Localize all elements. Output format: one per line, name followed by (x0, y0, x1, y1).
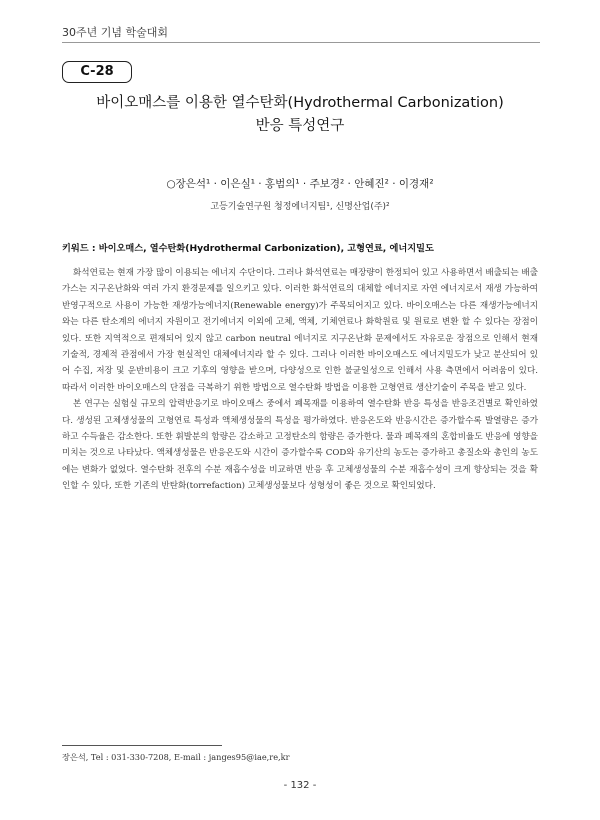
title-line-1: 바이오매스를 이용한 열수탄화(Hydrothermal Carbonization) (96, 95, 504, 111)
keywords: 키워드 : 바이오매스, 열수탄화(Hydrothermal Carbonization), 고형연료, 에너지밀도 (62, 243, 434, 254)
author-list: ○장은석¹ · 이은실¹ · 홍범의¹ · 주보경² · 안혜진² · 이경재² (166, 178, 434, 190)
page-number: - 132 - (283, 780, 317, 791)
paragraph: 본 연구는 실험실 규모의 압력반응기로 바이오매스 중에서 폐목재를 이용하여 열수탄화 반응 특성을 반응조건별로 확인하였다. 생성된 고체생성물의 고형연료 특성과 액체생성물의 특성을 평가하였다. 반응온도와 반응시간은 증가할수록 발열량은 증가하고 수득율은 감소한다. 또한 휘발분의 함량은 감소하고 고정탄소의 함량은 증가한다. 물과 폐목재의 혼합비율도 반응에 영향을 미치는 것으로 나타났다. 액체생성물은 반응온도와 시간이 증가할수록 COD와 유기산의 농도는 증가하고 총질소와 총인의 농도에는 변화가 없었다. 열수탄화 전후의 수분 재흡수성을 비교하면 반응 후 고체생성물의 수분 재흡수성이 크게 향상되는 것을 확인할 수 있다, 또한 기존의 반탄화(torrefaction) 고체생성물보다 성형성이 좋은 것으로 확인되었다. (62, 399, 538, 492)
running-header: 30주년 기념 학술대회 (62, 26, 168, 39)
paper-title (60, 92, 540, 138)
affiliation: 고등기술연구원 청정에너지팀¹, 신명산업(주)² (210, 202, 390, 212)
abstract-body (62, 265, 538, 495)
paper-code-badge: C-28 (62, 61, 132, 83)
header-divider (62, 42, 540, 43)
title-line-2: 반응 특성연구 (255, 118, 345, 134)
footnote-divider (62, 745, 222, 746)
paragraph: 화석연료는 현재 가장 많이 이용되는 에너지 수단이다. 그러나 화석연료는 매장량이 한정되어 있고 사용하면서 배출되는 배출가스는 지구온난화와 여러 가지 환경문제를 일으키고 있다. 이러한 화석연료의 대체할 에너지로 자연 에너지로서 재생 가능하여 반영구적으로 사용이 가능한 재생가능에너지(Renewable energy)가 주목되어지고 있다. 바이오매스는 다른 재생가능에너지와는 다른 탄소계의 에너지 자원이고 전기에너지 이외에 고체, 액체, 기체연료나 화학원료 및 원료로 변환 할 수 있다는 장점이 있다. 또한 지역적으로 편재되어 있지 않고 carbon neutral 에너지로 지구온난화 문제에서도 자유로운 장점으로 인해서 현재 기술적, 경제적 관점에서 가장 현실적인 대체에너지라 할 수 있다. 그러나 이러한 바이오매스도 에너지밀도가 낮고 분산되어 있어 수집, 저장 및 운반비용이 크고 기후의 영향을 받으며, 다양성으로 인한 불균일성으로 인해서 사용 측면에서 어려움이 있다. 따라서 이러한 바이오매스의 단점을 극복하기 위한 방법으로 열수탄화 방법을 이용한 고형연료 생산기술이 주목을 받고 있다. (62, 268, 538, 393)
footnote-contact: 장은석, Tel : 031-330-7208, E-mail : janges95@iae,re,kr (62, 752, 290, 762)
